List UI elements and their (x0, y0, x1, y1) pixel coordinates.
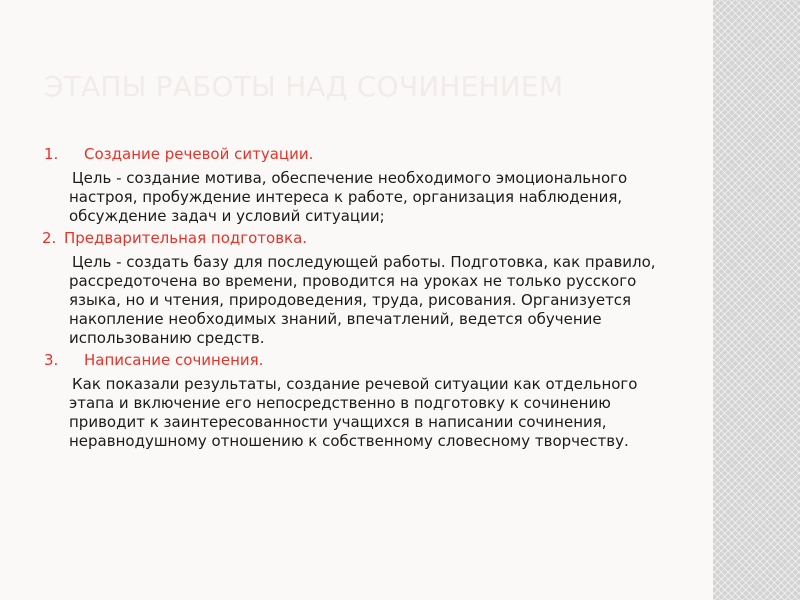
stage-1-number: 1. (44, 145, 59, 163)
stage-2-text: Цель - создать базу для последующей работы. Подготовка, как правило, рассредоточена во времени, проводится на уроках не только русского языка, но и чтения, природоведения, труда, рисования. Организуется накопление необходимых знаний, впечатлений, ведется обучение использованию средств. (69, 253, 656, 347)
stage-3-text: Как показали результаты, создание речевой ситуации как отдельного этапа и включение его непосредственно в подготовку к сочинению приводит к заинтересованности учащихся в написании сочинения, неравнодушному отношению к собственному словесному творчеству. (69, 375, 638, 450)
stage-2-title: Предварительная подготовка. (64, 229, 308, 247)
stage-3-number: 3. (44, 351, 59, 369)
decorative-side-band (713, 0, 800, 600)
slide-title: ЭТАПЫ РАБОТЫ НАД СОЧИНЕНИЕМ (44, 70, 564, 103)
slide-content (44, 145, 674, 454)
stage-1-text: Цель - создание мотива, обеспечение необходимого эмоционального настроя, пробуждение интереса к работе, организация наблюдения, обсуждение задач и условий ситуации; (69, 169, 628, 225)
stage-3-heading (44, 351, 674, 370)
stage-1-title: Создание речевой ситуации. (84, 145, 314, 163)
stage-2-heading (42, 229, 674, 248)
stage-3-title: Написание сочинения. (84, 351, 264, 369)
stage-2-number: 2. (42, 229, 57, 247)
stage-1-heading (44, 145, 674, 164)
